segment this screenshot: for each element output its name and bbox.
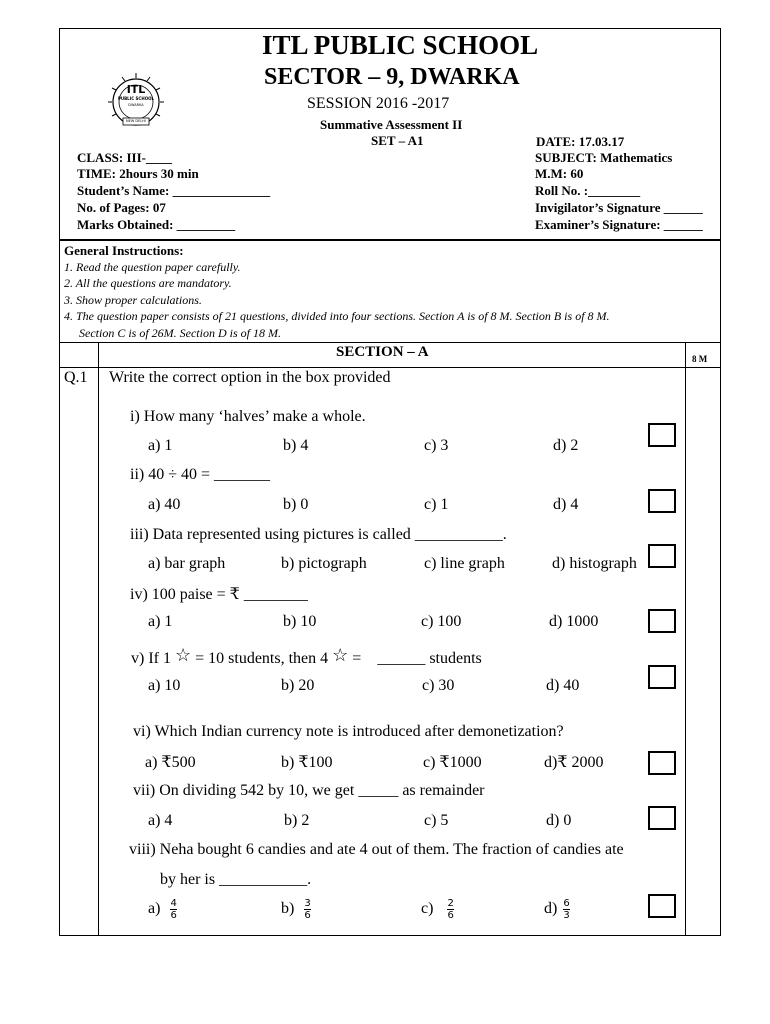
set-label: SET – A1 bbox=[371, 133, 424, 148]
numerator: 6 bbox=[563, 898, 570, 909]
option-b: b) 4 bbox=[283, 437, 309, 454]
marks-column-divider bbox=[685, 342, 686, 936]
sub-question-part: = 10 students, then 4 bbox=[195, 650, 329, 667]
numerator: 4 bbox=[170, 898, 177, 909]
option-a: a) 40 bbox=[148, 496, 181, 513]
logo-top-text: ITL bbox=[126, 83, 146, 96]
frame-bottom bbox=[59, 935, 721, 936]
option-a: a) ₹500 bbox=[145, 754, 196, 771]
star-icon: ☆ bbox=[332, 645, 349, 665]
instruction-item: 2. All the questions are mandatory. bbox=[64, 276, 232, 290]
option-letter: a) bbox=[148, 900, 161, 918]
sub-question: ii) 40 ÷ 40 = _______ bbox=[130, 466, 271, 483]
sub-question: iii) Data represented using pictures is called ___________. bbox=[130, 526, 507, 543]
sub-question: vii) On dividing 542 by 10, we get _____ as remainder bbox=[133, 782, 485, 799]
option-c bbox=[421, 898, 454, 921]
sub-question: vi) Which Indian currency note is introduced after demonetization? bbox=[133, 723, 564, 740]
option-b: b) 0 bbox=[283, 496, 309, 513]
frame-top bbox=[59, 28, 721, 29]
subject-field: SUBJECT: Mathematics bbox=[535, 150, 673, 165]
option-a: a) 10 bbox=[148, 677, 181, 694]
answer-box[interactable] bbox=[648, 751, 676, 775]
roll-no-field: Roll No. :________ bbox=[535, 183, 641, 198]
option-b: b) 20 bbox=[281, 677, 315, 694]
sub-question-part: = bbox=[352, 650, 362, 667]
option-a: a) 4 bbox=[148, 812, 173, 829]
option-c: c) 100 bbox=[421, 613, 462, 630]
section-title: SECTION – A bbox=[336, 344, 429, 360]
section-divider bbox=[59, 367, 721, 368]
option-a: a) 1 bbox=[148, 613, 173, 630]
option-d bbox=[544, 898, 570, 921]
instructions-heading: General Instructions: bbox=[64, 243, 184, 258]
instruction-item: Section C is of 26M. Section D is of 18 M. bbox=[79, 326, 281, 340]
option-c: c) ₹1000 bbox=[423, 754, 482, 771]
answer-box[interactable] bbox=[648, 806, 676, 830]
student-name-field: Student’s Name: _______________ bbox=[77, 183, 271, 198]
fraction bbox=[563, 898, 569, 921]
examiner-field: Examiner’s Signature: ______ bbox=[535, 217, 703, 232]
sub-question: i) How many ‘halves’ make a whole. bbox=[130, 408, 366, 425]
assessment-title: Summative Assessment II bbox=[320, 117, 463, 132]
option-d: d) 40 bbox=[546, 677, 580, 694]
option-d: d) 0 bbox=[546, 812, 572, 829]
option-b: b) ₹100 bbox=[281, 754, 333, 771]
header-divider bbox=[59, 239, 721, 241]
fraction bbox=[170, 898, 176, 921]
option-d: d) 2 bbox=[553, 437, 579, 454]
instruction-item: 1. Read the question paper carefully. bbox=[64, 260, 241, 274]
option-a: a) 1 bbox=[148, 437, 173, 454]
answer-box[interactable] bbox=[648, 665, 676, 689]
numerator: 3 bbox=[304, 898, 311, 909]
option-c: c) line graph bbox=[424, 555, 505, 572]
option-d: d) 4 bbox=[553, 496, 579, 513]
pages-field: No. of Pages: 07 bbox=[77, 200, 166, 215]
sub-question: viii) Neha bought 6 candies and ate 4 out of them. The fraction of candies ate bbox=[129, 841, 624, 858]
answer-box[interactable] bbox=[648, 544, 676, 568]
session: SESSION 2016 -2017 bbox=[307, 95, 450, 112]
denominator: 6 bbox=[304, 910, 311, 921]
answer-box[interactable] bbox=[648, 609, 676, 633]
school-location: SECTOR – 9, DWARKA bbox=[264, 64, 520, 90]
frame-left bbox=[59, 28, 60, 936]
sub-question: iv) 100 paise = ₹ ________ bbox=[130, 586, 308, 603]
option-b: b) pictograph bbox=[281, 555, 367, 572]
option-b bbox=[281, 898, 311, 921]
time-field: TIME: 2hours 30 min bbox=[77, 166, 199, 181]
school-logo bbox=[106, 70, 166, 134]
max-marks-field: M.M: 60 bbox=[535, 166, 584, 181]
answer-box[interactable] bbox=[648, 489, 676, 513]
logo-ring-text: PUBLIC SCHOOL bbox=[117, 96, 155, 101]
option-a: a) bar graph bbox=[148, 555, 226, 572]
sub-question-continued: by her is ___________. bbox=[160, 871, 312, 888]
option-c: c) 30 bbox=[422, 677, 455, 694]
instructions-divider bbox=[59, 342, 721, 343]
sub-question-part: ______ students bbox=[377, 650, 482, 667]
option-d: d) 1000 bbox=[549, 613, 599, 630]
school-name: ITL PUBLIC SCHOOL bbox=[262, 30, 539, 60]
answer-box[interactable] bbox=[648, 423, 676, 447]
logo-sub-text: DWARKA bbox=[128, 103, 144, 107]
option-d: d) histograph bbox=[552, 555, 637, 572]
option-c: c) 1 bbox=[424, 496, 449, 513]
option-letter: b) bbox=[281, 900, 295, 918]
option-b: b) 10 bbox=[283, 613, 317, 630]
option-letter: c) bbox=[421, 900, 434, 918]
logo-banner-text: NEW DELHI bbox=[126, 119, 146, 123]
fraction bbox=[304, 898, 310, 921]
question-text: Write the correct option in the box provided bbox=[109, 369, 391, 386]
instruction-item: 3. Show proper calculations. bbox=[64, 293, 202, 307]
date-field: DATE: 17.03.17 bbox=[536, 134, 625, 149]
denominator: 3 bbox=[563, 910, 570, 921]
section-marks: 8 M bbox=[692, 354, 708, 364]
option-d: d)₹ 2000 bbox=[544, 754, 604, 771]
answer-box[interactable] bbox=[648, 894, 676, 918]
fraction bbox=[447, 898, 453, 921]
class-field: CLASS: III-____ bbox=[77, 150, 172, 165]
option-c: c) 5 bbox=[424, 812, 449, 829]
denominator: 6 bbox=[170, 910, 177, 921]
qnum-column-divider bbox=[98, 342, 99, 936]
option-b: b) 2 bbox=[284, 812, 310, 829]
option-a bbox=[148, 898, 177, 921]
marks-obtained-field: Marks Obtained: _________ bbox=[77, 217, 236, 232]
denominator: 6 bbox=[447, 910, 454, 921]
sub-question bbox=[131, 645, 482, 668]
sub-question-part: v) If 1 bbox=[131, 650, 171, 667]
option-c: c) 3 bbox=[424, 437, 449, 454]
frame-right bbox=[720, 28, 721, 936]
invigilator-field: Invigilator’s Signature ______ bbox=[535, 200, 703, 215]
instruction-item: 4. The question paper consists of 21 questions, divided into four sections. Section A is of 8 M. Section B is of 8 M. bbox=[64, 309, 610, 323]
option-letter: d) bbox=[544, 900, 558, 918]
star-icon: ☆ bbox=[174, 645, 192, 665]
numerator: 2 bbox=[447, 898, 454, 909]
question-number: Q.1 bbox=[64, 369, 88, 386]
